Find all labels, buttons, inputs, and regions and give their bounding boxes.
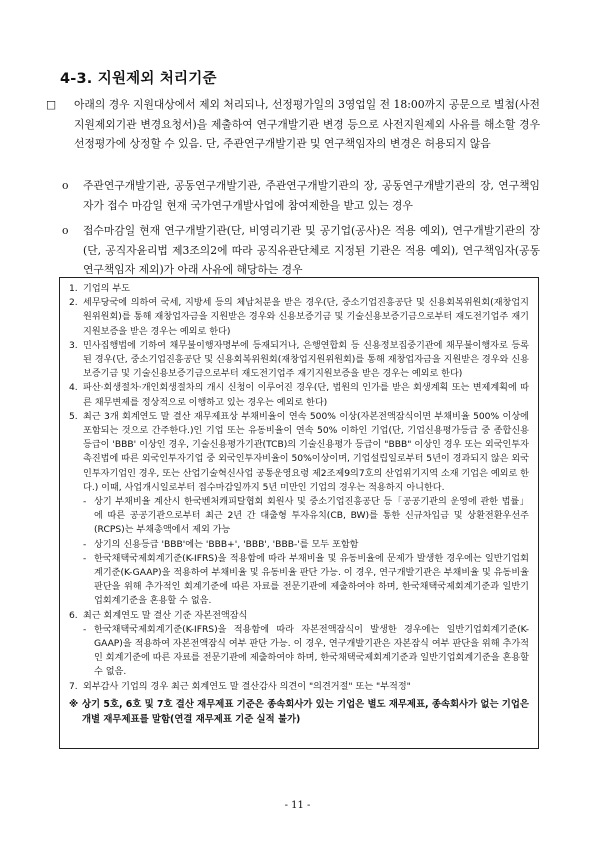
numbered-item [69,381,529,409]
list-item [60,176,540,215]
square-bullet-icon: □ [46,98,57,111]
bullet-text: 접수마감일 현재 연구개발기관(단, 비영리기관 및 공기업(공사)은 적용 예외), 연구개발기관의 장(단, 공직자윤리법 제3조의2에 따라 공직유관단체로 지정된 기관은 적용 예외), 연구책임자(공동연구책임자 제외)가 아래 사유에 해당하는 경우 [83,224,540,276]
item-number: 4. [69,383,78,394]
numbered-item [69,609,529,623]
numbered-item [69,339,529,382]
item-text: 최근 3개 회계연도 말 결산 재무제표상 부채비율이 연속 500% 이상(자본전액잠식이면 부채비율 500% 이상에 포함되는 것으로 간주한다.)인 기업 또는 유동비율이 연속 50% 이하인 기업(단, 기업신용평가등급 중 종합신용등급이 'BBB' 이상인 경우, 기술신용평가기관(TCB)의 기술신용평가 등급이 "BBB" 이상인 경우 또는 외국인투자촉진법에 따른 외국인투자기업 중 외국인투자비율이 50%이상이며, 기업설립일로부터 5년이 경과되지 않은 외국인투자기업인 경우, 또는 산업기술혁신사업 공통운영요령 제2조제9의7호의 산업위기지역 소재 기업은 예외로 한다.) 이때, 사업개시일로부터 접수마감일까지 5년 미만인 기업의 경우는 적용하지 아니한다. [83,411,529,493]
dash-icon: - [83,497,87,508]
item-text: 외부감사 기업의 경우 최근 회계연도 말 결산감사 의견이 "의견거절" 또는 "부적정" [83,681,411,692]
sub-item-text: 한국채택국제회계기준(K-IFRS)을 적용함에 따라 자본전액잠식이 발생한 경우에는 일반기업회계기준(K-GAAP)을 적용하여 자본전액잠식 여부 판단 가능. 이 경우, 연구개발기관은 자본잠식 여부 판단을 위해 추가적인 회계기준에 따른 자료를 전문기관에 제출하여야 하며, 한국채택국제회계기준과 일반기업회계기준을 혼용할 수 없음. [94,624,529,678]
item-number: 7. [69,681,78,692]
criteria-box [59,277,539,749]
numbered-item [69,680,529,694]
dash-icon: - [83,624,87,635]
numbered-item [69,282,529,296]
reference-mark-icon: ※ [69,698,79,710]
sub-list-item [69,623,529,680]
footnote-text: 상기 5호, 6호 및 7호 결산 재무제표 기준은 종속회사가 있는 기업은 별도 재무제표, 종속회사가 없는 기업은 개별 재무제표를 말함(연결 재무제표 기준 실적 불가) [82,698,529,726]
item-number: 1. [69,284,78,294]
intro-paragraph [46,95,540,154]
circle-bullet-icon: o [62,224,69,237]
dash-icon: - [83,553,87,564]
bullet-list [60,176,540,286]
item-text: 최근 회계연도 말 결산 기준 자본전액잠식 [83,610,248,621]
sub-list-item [69,538,529,552]
sub-item-text: 상기의 신용등급 'BBB'에는 'BBB+', 'BBB', 'BBB-'를 모두 포함함 [94,539,359,550]
page-number: - 11 - [284,800,311,811]
item-text: 민사집행법에 기하여 채무불이행자명부에 등재되거나, 은행연합회 등 신용정보집중기관에 채무불이행자로 등록된 경우(단, 중소기업진흥공단 및 신용회복위원회(재창업지원위원회)를 통해 재창업자금을 지원받은 경우와 신용보증기금 및 기술신용보증기금으로부터 재도전기업주 재기지원보증을 받은 경우는 예외로 한다) [83,340,529,380]
item-text: 기업의 부도 [83,284,130,294]
item-number: 6. [69,610,78,621]
item-number: 5. [69,411,78,422]
footnote [69,697,529,728]
circle-bullet-icon: o [62,179,69,192]
numbered-item [69,410,529,495]
numbered-item [69,296,529,339]
item-text: 파산·회생절차·개인회생절차의 개시 신청이 이루어진 경우(단, 법원의 인가를 받은 회생계획 또는 변제계획에 따른 채무변제를 정상적으로 이행하고 있는 경우는 예외로 한다) [83,383,529,408]
list-item [60,221,540,280]
section-heading: 4-3. 지원제외 처리기준 [60,71,217,87]
dash-icon: - [83,539,87,550]
criteria-list [69,282,529,694]
item-number: 2. [69,298,78,309]
sub-list-item [69,552,529,609]
item-number: 3. [69,340,78,351]
sub-item-text: 상기 부채비율 계산시 한국벤처캐피탈협회 회원사 및 중소기업진흥공단 등「공공기관의 운영에 관한 법률」에 따른 공공기관으로부터 최근 2년 간 대출형 투자유치(CB, BW)를 통한 신규차입금 및 상환전환우선주(RCPS)는 부채총액에서 제외 가능 [94,497,529,536]
bullet-text: 주관연구개발기관, 공동연구개발기관, 주관연구개발기관의 장, 공동연구개발기관의 장, 연구책임자가 접수 마감일 현재 국가연구개발사업에 참여제한을 받고 있는 경우 [83,179,540,212]
item-text: 세무당국에 의하여 국세, 지방세 등의 체납처분을 받은 경우(단, 중소기업진흥공단 및 신용회복위원회(재창업지원위원회)를 통해 재창업자금을 지원받은 경우와 신용보증기금 및 기술신용보증기금으로부터 재도전기업주 재기지원보증을 받은 경우는 예외로 한다) [83,298,529,337]
sub-list-item [69,495,529,538]
sub-item-text: 한국채택국제회계기준(K-IFRS)을 적용함에 따라 부채비율 및 유동비율에 문제가 발생한 경우에는 일반기업회계기준(K-GAAP)을 적용하여 부채비율 및 유동비율 판단 가능. 이 경우, 연구개발기관은 부채비율 및 유동비율 판단을 위해 추가적인 회계기준에 따른 자료를 전문기관에 제출하여야 하며, 한국채택국제회계기준과 일반기업회계기준을 혼용할 수 없음. [94,553,529,607]
intro-text: 아래의 경우 지원대상에서 제외 처리되나, 선정평가일의 3영업일 전 18:00까지 공문으로 별첨(사전지원제외기관 변경요청서)을 제출하여 연구개발기관 변경 등으로 사전지원제외 사유를 해소할 경우 선정평가에 상정할 수 있음. 단, 주관연구개발기관 및 연구책임자의 변경은 허용되지 않음 [74,98,540,150]
